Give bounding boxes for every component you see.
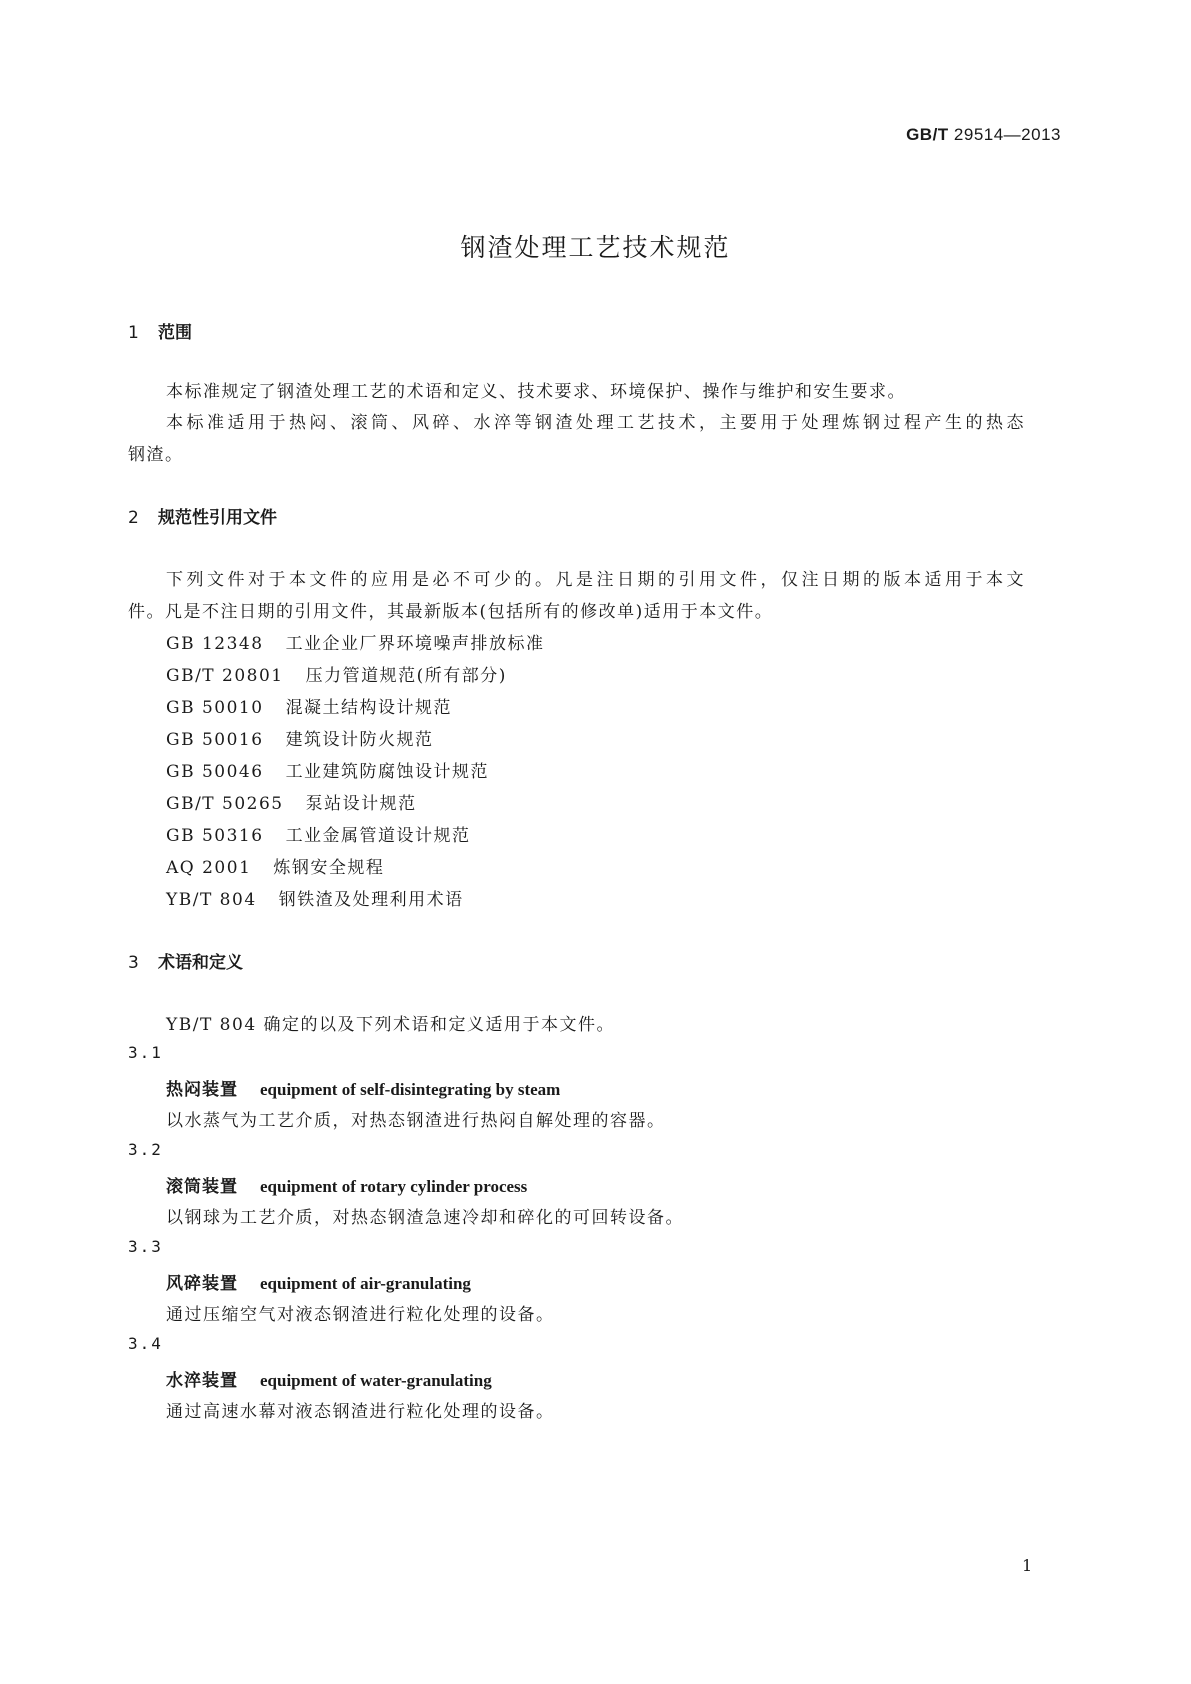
document-title: 钢渣处理工艺技术规范 (460, 233, 731, 262)
section-2-heading (128, 503, 277, 528)
standard-number (906, 125, 1061, 145)
reference-code: GB 50046 (166, 762, 264, 782)
term-number: 3.3 (128, 1237, 163, 1256)
section-title: 术语和定义 (158, 953, 243, 973)
reference-title: 炼钢安全规程 (273, 858, 385, 878)
reference-code: GB 50016 (166, 730, 264, 750)
reference-title: 工业企业厂界环境噪声排放标准 (285, 634, 545, 654)
reference-code: YB/T 804 (166, 890, 257, 910)
standard-number-value: 29514—2013 (953, 125, 1061, 144)
reference-code: AQ 2001 (166, 858, 252, 878)
reference-code: GB 12348 (166, 634, 264, 654)
term-name-zh: 热闷装置 (166, 1080, 238, 1100)
section-title: 规范性引用文件 (158, 508, 277, 528)
term-name-en: equipment of rotary cylinder process (260, 1177, 528, 1196)
reference-item (166, 853, 384, 878)
reference-item (166, 693, 452, 718)
section-3-intro: YB/T 804 确定的以及下列术语和定义适用于本文件。 (166, 1015, 616, 1035)
reference-code: GB/T 50265 (166, 794, 284, 814)
reference-item (166, 757, 489, 782)
term-name-en: equipment of water-granulating (260, 1371, 492, 1390)
reference-title: 建筑设计防火规范 (285, 730, 434, 750)
reference-item (166, 725, 434, 750)
section-2-intro: 下列文件对于本文件的应用是必不可少的。凡是注日期的引用文件，仅注日期的版本适用于本文 (166, 570, 1027, 590)
reference-code: GB 50316 (166, 826, 264, 846)
term-name-en: equipment of air-granulating (260, 1274, 471, 1293)
term-heading (166, 1366, 492, 1391)
section-number: 3 (128, 953, 139, 973)
section-3-heading (128, 948, 243, 973)
term-name-zh: 滚筒装置 (166, 1177, 238, 1197)
reference-item (166, 661, 507, 686)
reference-code: GB/T 20801 (166, 666, 284, 686)
term-heading (166, 1269, 471, 1294)
reference-item (166, 789, 417, 814)
reference-title: 混凝土结构设计规范 (285, 698, 453, 718)
section-1-paragraph-1: 本标准规定了钢渣处理工艺的术语和定义、技术要求、环境保护、操作与维护和安生要求。 (166, 382, 906, 402)
reference-title: 压力管道规范(所有部分) (305, 666, 507, 686)
section-1-paragraph-2-continued: 钢渣。 (128, 445, 184, 465)
term-number: 3.2 (128, 1140, 163, 1159)
section-title: 范围 (158, 323, 192, 343)
page-number: 1 (1022, 1556, 1033, 1575)
reference-title: 泵站设计规范 (305, 794, 417, 814)
reference-code: GB 50010 (166, 698, 264, 718)
reference-item (166, 821, 471, 846)
section-number: 1 (128, 323, 139, 343)
section-1-heading (128, 318, 192, 343)
term-heading (166, 1172, 527, 1197)
term-definition: 通过高速水幕对液态钢渣进行粒化处理的设备。 (166, 1402, 555, 1422)
term-number: 3.4 (128, 1334, 163, 1353)
reference-title: 钢铁渣及处理利用术语 (278, 890, 464, 910)
standard-number-prefix: GB/T (906, 125, 949, 144)
section-number: 2 (128, 508, 139, 528)
term-heading (166, 1075, 560, 1100)
term-name-en: equipment of self-disintegrating by steam (260, 1080, 561, 1099)
term-number: 3.1 (128, 1043, 163, 1062)
section-2-intro-continued: 件。凡是不注日期的引用文件，其最新版本(包括所有的修改单)适用于本文件。 (128, 602, 774, 622)
reference-item (166, 629, 545, 654)
reference-item (166, 885, 464, 910)
reference-title: 工业金属管道设计规范 (285, 826, 471, 846)
section-1-paragraph-2: 本标准适用于热闷、滚筒、风碎、水淬等钢渣处理工艺技术，主要用于处理炼钢过程产生的热态 (166, 413, 1027, 433)
term-name-zh: 风碎装置 (166, 1274, 238, 1294)
reference-title: 工业建筑防腐蚀设计规范 (285, 762, 490, 782)
term-definition: 以水蒸气为工艺介质，对热态钢渣进行热闷自解处理的容器。 (166, 1111, 666, 1131)
term-definition: 以钢球为工艺介质，对热态钢渣急速冷却和碎化的可回转设备。 (166, 1208, 684, 1228)
term-definition: 通过压缩空气对液态钢渣进行粒化处理的设备。 (166, 1305, 555, 1325)
term-name-zh: 水淬装置 (166, 1371, 238, 1391)
